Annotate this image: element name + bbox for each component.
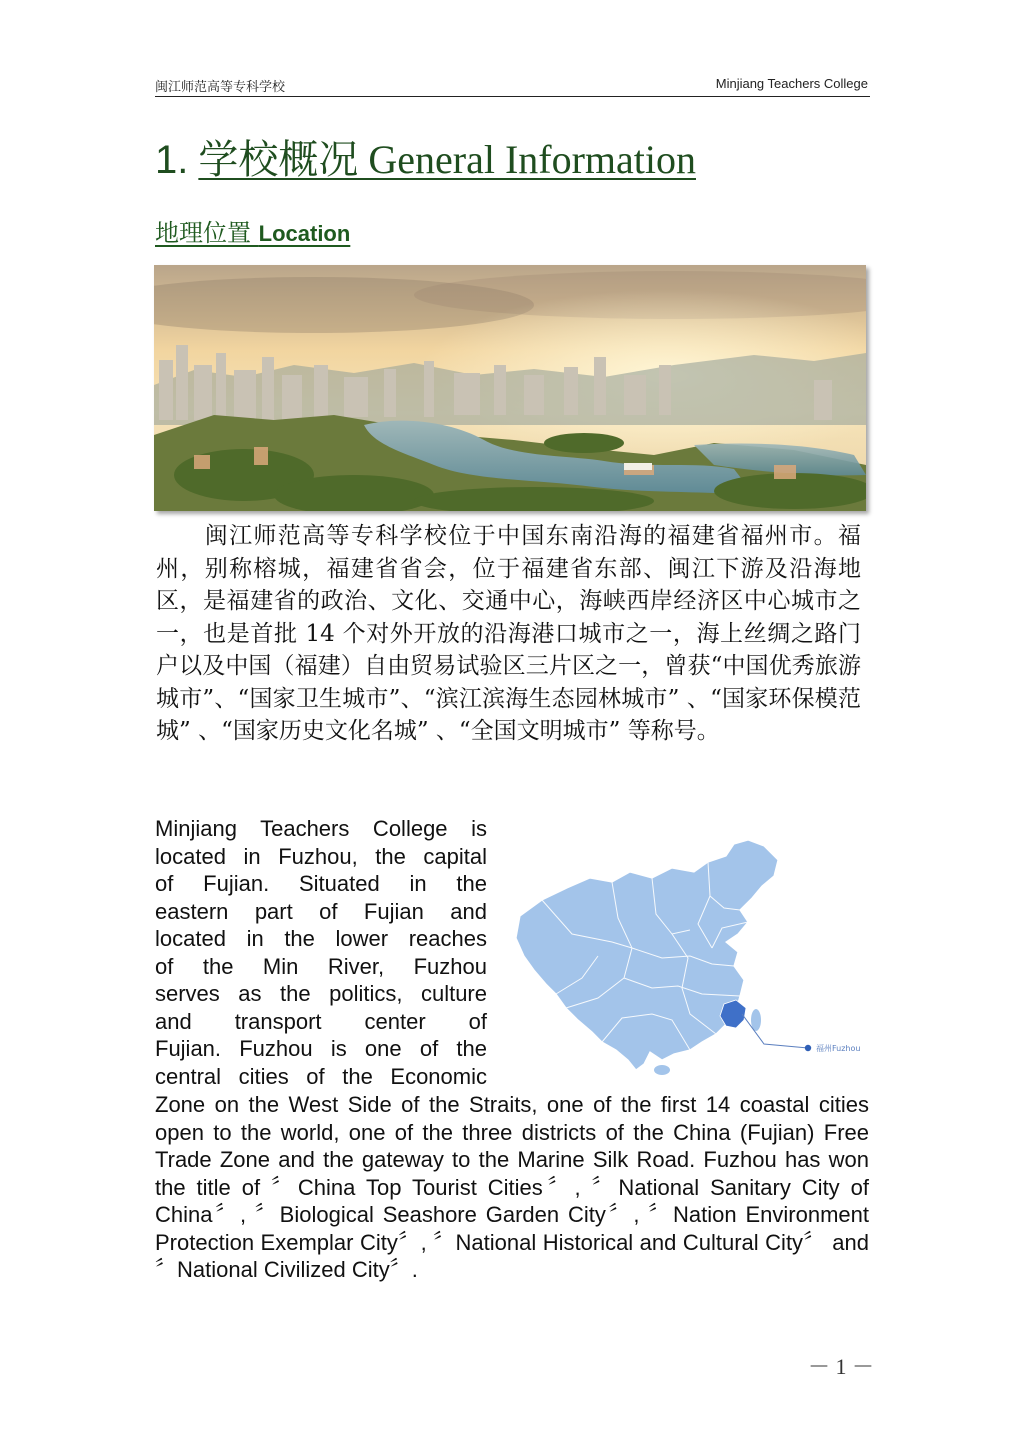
fuzhou-marker [805, 1045, 811, 1051]
en-line: Fujian. Fuzhou is one of the [155, 1036, 487, 1061]
china-landmass [516, 840, 778, 1070]
section-heading [155, 132, 696, 188]
en-line: located in Fuzhou, the capital [155, 843, 487, 869]
location-paragraph-en-full: Zone on the West Side of the Straits, one of the first 14 coastal cities open to the world, one of the three districts of the China (Fujian) Free Trade Zone and the gateway to the Marine Silk Road. Fuzhou has won the title of 〞China Top Tourist Cities〞, 〞National Sanitary City of China〞, 〞Biological Seashore Garden City〞, 〞Nation Environment Protection Exemplar City〞, 〞National Historical and Cultural City〞 and 〞National Civilized City〞. [155, 1092, 869, 1282]
en-line: central cities of the Economic [155, 1063, 487, 1089]
location-paragraph-en-wrapped [155, 815, 487, 1090]
location-paragraph-cn: 闽江师范高等专科学校位于中国东南沿海的福建省福州市。福州，别称榕城，福建省省会，位于福建省东部、闽江下游及沿海地区，是福建省的政治、文化、交通中心，海峡西岸经济区中心城市之一，也是首批 14 个对外开放的沿海港口城市之一，海上丝绸之路门户以及中国（福建）自由贸易试验区三片区之一，曾获“中国优秀旅游城市”、“国家卫生城市”、“滨江滨海生态园林城市” 、“国家环保模范城” 、“国家历史文化名城” 、“全国文明城市” 等称号。 [156, 523, 861, 744]
en-line: eastern part of Fujian and [155, 898, 487, 924]
en-line: of Fujian. Situated in the [155, 871, 487, 896]
subsection-heading [155, 216, 350, 251]
subsection-title-cn: 地理位置 [155, 219, 251, 247]
page-header [155, 74, 870, 97]
en-line: located in the lower reaches [155, 926, 487, 951]
city-panorama-photo [154, 265, 866, 511]
subsection-title-en: Location [258, 221, 351, 246]
section-number: 1. [155, 138, 189, 182]
section-title: 学校概况 General Information [198, 137, 696, 182]
en-line: and transport center of [155, 1008, 487, 1034]
header-school-name-cn: 闽江师范高等专科学校 [155, 80, 286, 95]
en-line: serves as the politics, culture [155, 981, 487, 1006]
fuzhou-label: 福州Fuzhou [816, 1044, 861, 1053]
en-line: Minjiang Teachers College is [155, 816, 487, 841]
en-line: of the Min River, Fuzhou [155, 953, 487, 979]
china-map [512, 838, 867, 1076]
page-number: － 1 － [808, 1354, 875, 1379]
header-school-name-en: Minjiang Teachers College [715, 76, 868, 91]
hainan-island [654, 1065, 670, 1075]
